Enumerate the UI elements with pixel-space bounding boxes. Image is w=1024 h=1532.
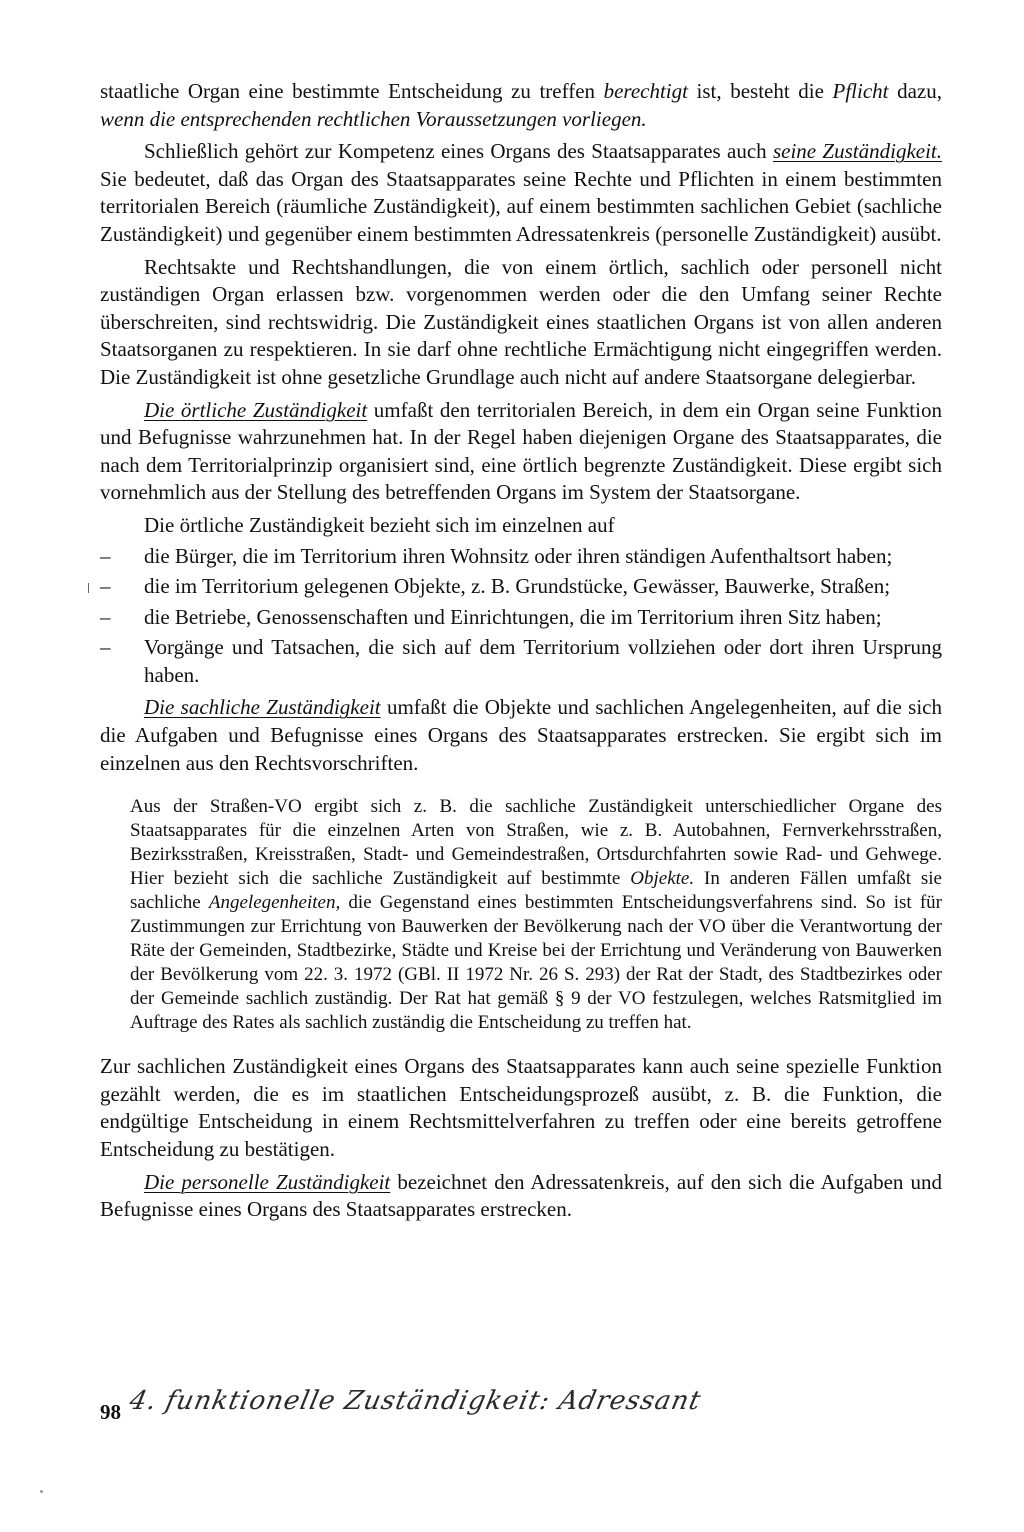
list-item-text: die im Territorium gelegenen Objekte, z. B. Grundstücke, Gewässer, Bauwerke, Straßen; (144, 574, 891, 599)
text-run: umfaßt die Objekte und sachlichen Angelegenheiten, auf die sich die Aufgaben und Befugnisse eines Organs des Staatsapparates erstrecken. Sie ergibt sich im einzelnen aus den Rechtsvorschriften. (100, 695, 942, 775)
text-run: die Gegenstand eines bestimmten Entscheidungsverfahrens sind. So ist für Zustimmungen zur Errichtung von Bauwerken der Bevölkerung nach der VO über die Verantwortung der Räte der Gemeinden, Stadtbezirke, Städte und Kreise bei der Errichtung und Veränderung von Bauwerken der Bevölkerung vom 22. 3. 1972 (GBl. II 1972 Nr. 26 S. 293) der Rat der Stadt, des Stadtbezirkes oder der Gemeinde sachlich zuständig. Der Rat hat gemäß § 9 der VO festzulegen, welches Ratsmitglied im Auftrage des Rates als sachlich zuständig die Entscheidung zu treffen hat. (130, 892, 943, 1034)
list-item (100, 634, 942, 689)
text-run: Aus der Straßen-VO ergibt sich z. B. die sachliche Zuständigkeit unterschiedlicher Organe des Staatsapparates für die einzelnen Arten von Straßen, wie z. B. Autobahnen, Fernverkehrsstraßen, Bezirksstraßen, Kreisstraßen, Stadt- und Gemeindestraßen, Ortsdurchfahrten sowie Rad- und Gehwege. Hier bezieht sich die sachliche Zuständigkeit auf bestimmte (130, 796, 942, 890)
main-text (100, 78, 942, 1224)
underlined-emphasis: Die personelle Zuständigkeit (144, 1169, 391, 1194)
list-item (100, 573, 942, 601)
paragraph-3: Rechtsakte und Rechtshandlungen, die von einem örtlich, sachlich oder personell nicht zuständigen Organ erlassen bzw. vorgenommen werden oder die den Umfang seiner Rechte überschreiten, sind rechtswidrig. Die Zuständigkeit eines staatlichen Organs ist von allen anderen Staatsorganen zu respektieren. In sie darf ohne rechtliche Ermächtigung nicht eingegriffen werden. Die Zuständigkeit ist ohne gesetzliche Grundlage auch nicht auf andere Staatsorgane delegierbar. (100, 254, 942, 389)
text-run: bezeichnet den Adressatenkreis, auf den sich die Aufgaben und Befugnisse eines Organs des Staatsapparates erstrecken. (100, 1169, 942, 1222)
emphasis: Objekte. (630, 868, 695, 890)
dash-marker: – (100, 604, 111, 629)
dash-marker: – (100, 635, 111, 660)
page-number: 98 (100, 1400, 121, 1424)
list-item-text: Vorgänge und Tatsachen, die sich auf dem Territorium vollziehen oder dort ihren Ursprung haben. (144, 635, 942, 687)
dash-marker: – (100, 543, 111, 568)
page-footer (100, 1386, 800, 1436)
text-run: staatliche Organ eine bestimmte Entscheidung zu treffen (100, 79, 604, 103)
dash-marker: – (100, 574, 111, 599)
example-block (100, 795, 942, 1035)
underlined-emphasis: Die örtliche Zuständigkeit (144, 397, 368, 422)
list-item-text: die Bürger, die im Territorium ihren Wohnsitz oder ihren ständigen Aufenthaltsort haben; (144, 543, 893, 568)
text-run: ist, besteht die (687, 79, 833, 103)
bullet-list (100, 543, 942, 690)
paragraph-1 (100, 78, 942, 133)
emphasis: Pflicht (832, 79, 889, 103)
scan-speck (40, 1490, 43, 1493)
paragraph-5: Die örtliche Zuständigkeit bezieht sich im einzelnen auf (144, 512, 615, 537)
paragraph-2 (100, 138, 942, 248)
text-run: In anderen Fällen umfaßt sie sachliche (130, 868, 942, 914)
paragraph-6 (100, 694, 942, 777)
emphasis: berechtigt (603, 79, 688, 103)
paragraph-7: Zur sachlichen Zuständigkeit eines Organs des Staatsapparates kann auch seine spezielle Funktion gezählt werden, die es im staatlichen Entscheidungsprozeß ausübt, z. B. die Funktion, die endgültige Entscheidung in einem Rechtsmittelverfahren zu treffen oder eine bereits getroffene Entscheidung zu bestätigen. (100, 1054, 942, 1162)
text-run: umfaßt den territorialen Bereich, in dem ein Organ seine Funktion und Befugnisse wahrzunehmen hat. In der Regel haben diejenigen Organe des Staatsapparates, die nach dem Territorialprinzip organisiert sind, eine örtlich begrenzte Zuständigkeit. Diese ergibt sich vornehmlich aus der Stellung des betreffenden Organs im System der Staatsorgane. (100, 397, 942, 505)
underlined-emphasis: Die sachliche Zuständigkeit (144, 695, 381, 720)
handwritten-note: 4. funktionelle Zuständigkeit: Adressant (126, 1386, 704, 1416)
emphasis: wenn die entsprechenden rechtlichen Voraussetzungen vorliegen. (100, 106, 647, 131)
margin-mark (88, 583, 95, 593)
list-item (100, 604, 942, 632)
text-run: Sie bedeutet, daß das Organ des Staatsapparates seine Rechte und Pflichten in einem bestimmten territorialen Bereich (räumliche Zuständigkeit), auf einem bestimmten sachlichen Gebiet (sachliche Zuständigkeit) und gegenüber einem bestimmten Adressatenkreis (personelle Zuständigkeit) ausübt. (100, 166, 942, 246)
list-item (100, 543, 942, 571)
paragraph-8 (100, 1169, 942, 1224)
underlined-emphasis: seine Zuständigkeit. (772, 139, 942, 164)
text-run: Schließlich gehört zur Kompetenz eines Organs des Staatsapparates auch (144, 139, 773, 164)
emphasis: Angelegenheiten, (208, 892, 341, 914)
paragraph-4 (100, 397, 942, 507)
text-run: dazu, (888, 79, 942, 103)
list-item-text: die Betriebe, Genossenschaften und Einrichtungen, die im Territorium ihren Sitz haben; (144, 604, 882, 629)
